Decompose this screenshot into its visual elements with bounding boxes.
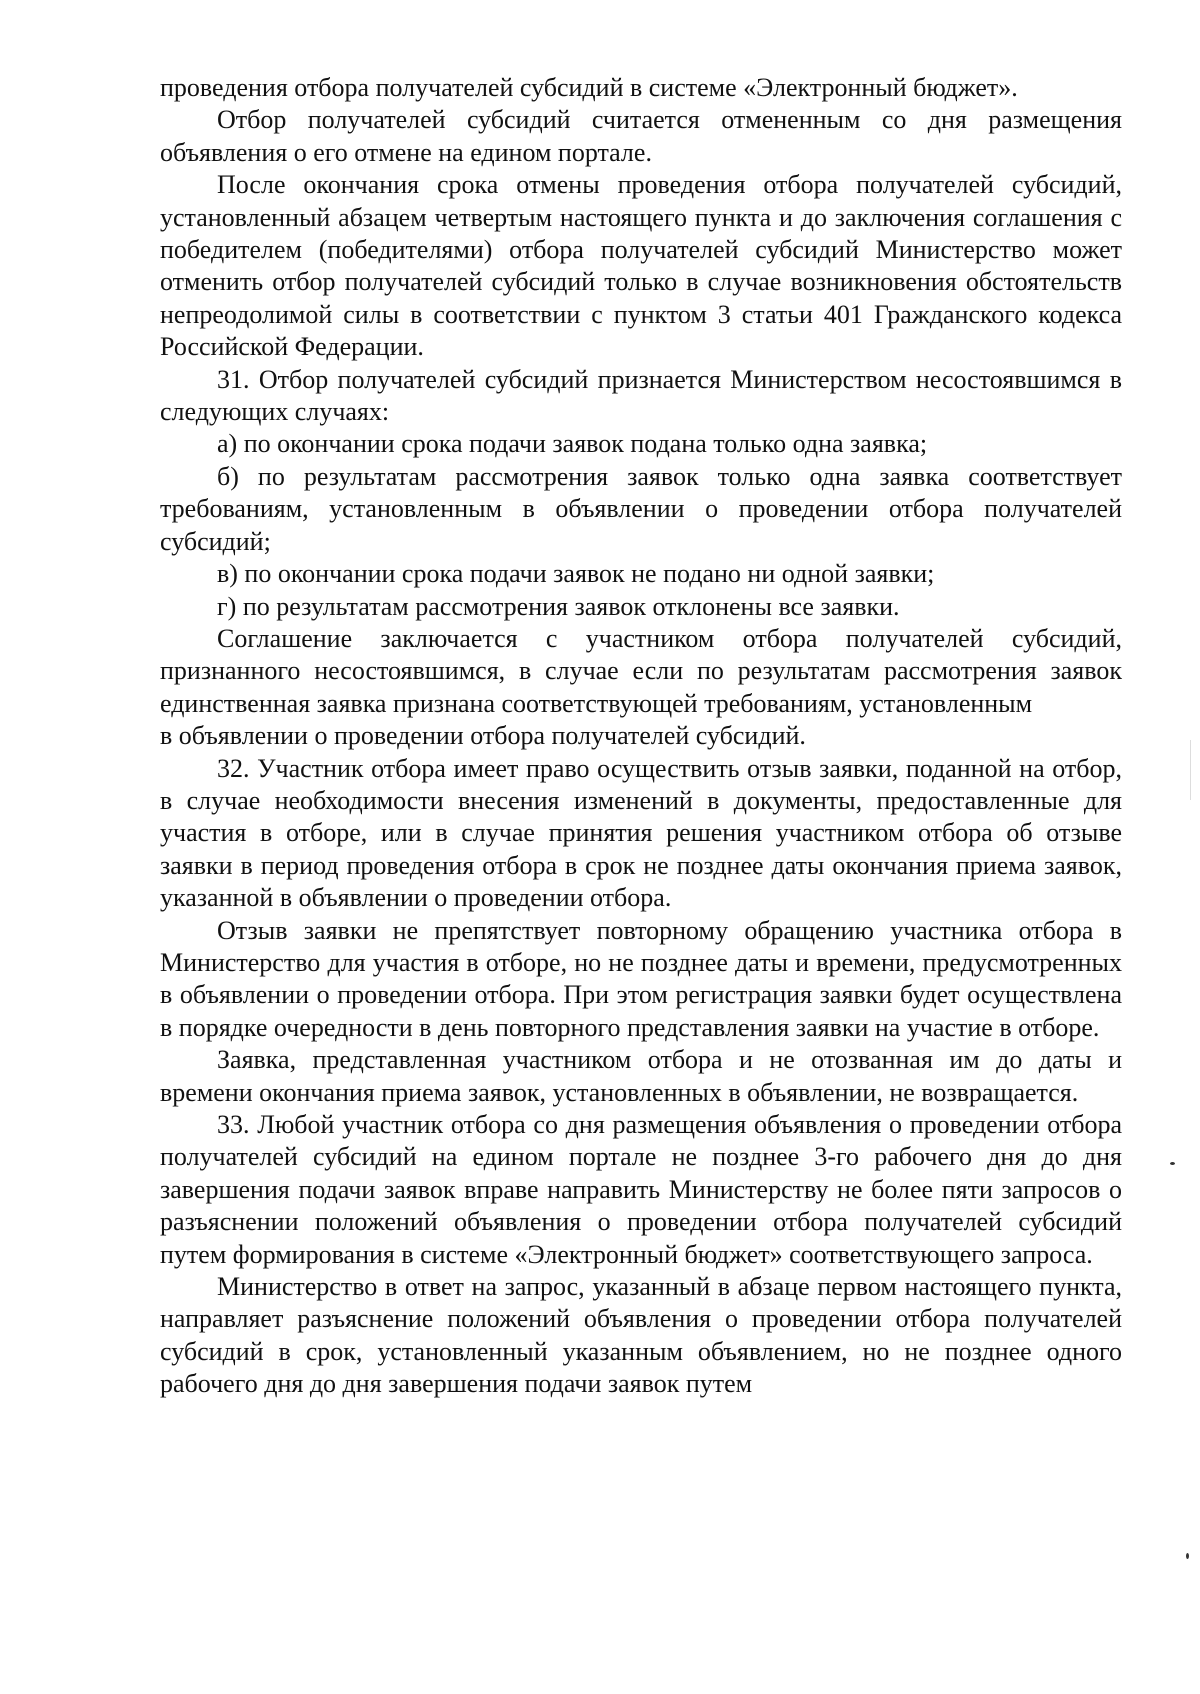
paragraph-continuation: проведения отбора получателей субсидий в системе «Электронный бюджет». — [160, 73, 1018, 102]
paragraph-force-majeure: После окончания срока отмены проведения отбора получателей субсидий, установленный абзацем четвертым настоящего пункта и до заключения соглашения с победителем (победителями) отбора получателей субсидий Министерство может отменить отбор получателей субсидий только в случае возникновения обстоятельств непреодолимой силы в соответствии с пунктом 3 статьи 401 Гражданского кодекса Российской Федерации. — [160, 170, 1122, 362]
scan-speck — [1170, 1162, 1175, 1165]
scan-speck — [1186, 1553, 1189, 1559]
list-item-g: г) по результатам рассмотрения заявок отклонены все заявки. — [217, 591, 900, 621]
paragraph-item-33: 33. Любой участник отбора со дня размещения объявления о проведении отбора получателей субсидий на едином портале не позднее 3-го рабочего дня до дня завершения подачи заявок вправе направить Министерству не более пяти запросов о разъяснении положений объявления о проведении отбора получателей субсидий путем формирования в системе «Электронный бюджет» соответствующего запроса. — [160, 1110, 1122, 1269]
list-item-b: б) по результатам рассмотрения заявок только одна заявка соответствует требованиям, установленным в объявлении о проведении отбора получателей субсидий; — [160, 461, 1122, 556]
paragraph-item-31: 31. Отбор получателей субсидий признается Министерством несостоявшимся в следующих случаях: — [160, 364, 1122, 427]
paragraph-agreement-end: в объявлении о проведении отбора получателей субсидий. — [160, 721, 806, 751]
document-body — [160, 72, 1122, 1401]
paragraph-agreement: Соглашение заключается с участником отбора получателей субсидий, признанного несостоявшимся, в случае если по результатам рассмотрения заявок единственная заявка признана соответствующей требованиям, установленным — [160, 623, 1122, 718]
paragraph-item-32: 32. Участник отбора имеет право осуществить отзыв заявки, поданной на отбор, в случае необходимости внесения изменений в документы, предоставленные для участия в отборе, или в случае принятия решения участником отбора об отзыве заявки в период проведения отбора в срок не позднее даты окончания приема заявок, указанной в объявлении о проведении отбора. — [160, 753, 1122, 913]
paragraph-ministry-response: Министерство в ответ на запрос, указанный в абзаце первом настоящего пункта, направляет разъяснение положений объявления о проведении отбора получателей субсидий в срок, установленный указанным объявлением, но не позднее одного рабочего дня до дня завершения подачи заявок путем — [160, 1272, 1122, 1399]
paragraph-selection-cancelled: Отбор получателей субсидий считается отмененным со дня размещения объявления о его отмене на едином портале. — [160, 105, 1122, 167]
list-item-v: в) по окончании срока подачи заявок не подано ни одной заявки; — [217, 559, 935, 589]
paragraph-not-returned: Заявка, представленная участником отбора и не отозванная им до даты и времени окончания приема заявок, установленных в объявлении, не возвращается. — [160, 1045, 1122, 1107]
list-item-a: а) по окончании срока подачи заявок подана только одна заявка; — [217, 429, 928, 459]
scan-speck — [1190, 740, 1191, 800]
paragraph-withdrawal: Отзыв заявки не препятствует повторному обращению участника отбора в Министерство для участия в отборе, но не позднее даты и времени, предусмотренных в объявлении о проведении отбора. При этом регистрация заявки будет осуществлена в порядке очередности в день повторного представления заявки на участие в отборе. — [160, 915, 1122, 1042]
